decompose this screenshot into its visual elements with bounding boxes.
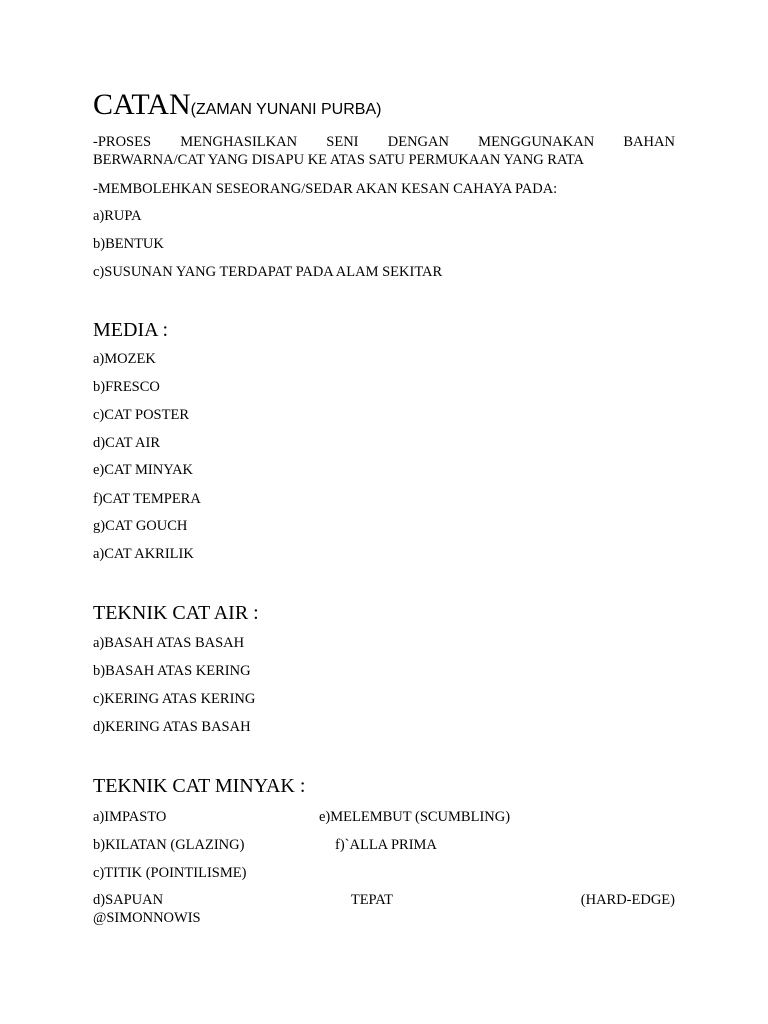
teknik-cat-minyak-heading: TEKNIK CAT MINYAK : <box>93 775 306 797</box>
list-item: b)BASAH ATAS KERING <box>93 663 251 679</box>
list-item-part: TEPAT <box>350 892 394 908</box>
paragraph-word: BAHAN <box>623 134 675 150</box>
title-main: CATAN <box>93 88 191 121</box>
media-heading: MEDIA : <box>93 319 168 341</box>
list-item: d)CAT AIR <box>93 435 161 451</box>
list-item: b)FRESCO <box>93 379 160 395</box>
list-item: a)IMPASTO <box>93 809 167 825</box>
list-item: g)CAT GOUCH <box>93 518 188 534</box>
list-item: a)MOZEK <box>93 351 156 367</box>
list-item: c)CAT POSTER <box>93 407 190 423</box>
paragraph-word: MENGGUNAKAN <box>478 134 595 150</box>
list-item-justified <box>93 891 675 909</box>
list-item: a)CAT AKRILIK <box>93 546 194 562</box>
list-item: c)SUSUNAN YANG TERDAPAT PADA ALAM SEKITAR <box>93 264 443 280</box>
list-item: c)TITIK (POINTILISME) <box>93 865 247 881</box>
paragraph-word: MENGHASILKAN <box>180 134 298 150</box>
paragraph-word: SENI <box>326 134 359 150</box>
list-item: a)RUPA <box>93 208 142 224</box>
list-item: b)KILATAN (GLAZING) <box>93 837 245 853</box>
list-item: e)MELEMBUT (SCUMBLING) <box>319 809 511 825</box>
list-item: c)KERING ATAS KERING <box>93 691 256 707</box>
title-subtitle: (ZAMAN YUNANI PURBA) <box>190 101 382 118</box>
list-item-part: d)SAPUAN <box>93 892 164 908</box>
list-item-continuation: @SIMONNOWIS <box>93 910 201 926</box>
intro-paragraph-1-line-1 <box>93 133 675 151</box>
paragraph-word: -PROSES <box>93 134 152 150</box>
list-item: e)CAT MINYAK <box>93 462 194 478</box>
intro-paragraph-2: -MEMBOLEHKAN SESEORANG/SEDAR AKAN KESAN CAHAYA PADA: <box>93 181 558 197</box>
document-title <box>93 88 381 122</box>
list-item: d)KERING ATAS BASAH <box>93 719 251 735</box>
list-item: f)`ALLA PRIMA <box>335 837 437 853</box>
list-item: a)BASAH ATAS BASAH <box>93 635 245 651</box>
list-item-part: (HARD-EDGE) <box>580 892 675 908</box>
paragraph-word: DENGAN <box>387 134 449 150</box>
list-item: f)CAT TEMPERA <box>93 491 201 507</box>
intro-paragraph-1-line-2: BERWARNA/CAT YANG DISAPU KE ATAS SATU PERMUKAAN YANG RATA <box>93 152 585 168</box>
list-item: b)BENTUK <box>93 236 164 252</box>
teknik-cat-air-heading: TEKNIK CAT AIR : <box>93 602 259 624</box>
